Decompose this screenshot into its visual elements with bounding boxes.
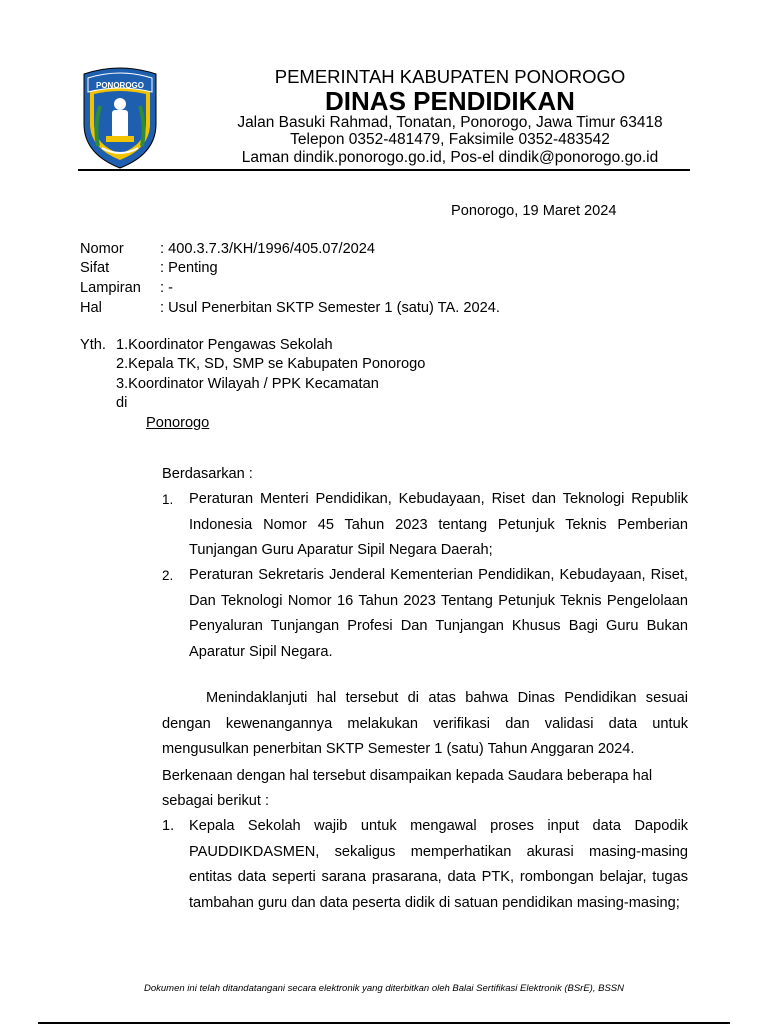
- basis-text: Peraturan Menteri Pendidikan, Kebudayaan, Riset dan Teknologi Republik Indonesia Nomor 45 Tahun 2023 tentang Petunjuk Teknis Pemberian Tunjangan Guru Aparatur Sipil Negara Daerah;: [189, 491, 688, 558]
- letterhead-government: PEMERINTAH KABUPATEN PONOROGO: [274, 66, 626, 87]
- letterhead-address: Jalan Basuki Rahmad, Tonatan, Ponorogo, Jawa Timur 63418: [237, 114, 663, 131]
- meta-label-nomor: Nomor: [80, 241, 124, 257]
- ponorogo-logo: [78, 66, 162, 170]
- letterhead-phone: Telepon 0352-481479, Faksimile 0352-483542: [290, 131, 610, 148]
- meta-value-lampiran: : -: [160, 280, 173, 296]
- body-line: sebagai berikut :: [162, 793, 270, 809]
- point-text: Kepala Sekolah wajib untuk mengawal proses input data Dapodik PAUDDIKDASMEN, sekaligus memperhatikan akurasi masing-masing entitas data seperti sarana prasarana, data PTK, rombongan belajar, tugas tambahan guru dan data peserta didik di satuan pendidikan masing-masing;: [189, 818, 688, 911]
- basis-number: 1.: [162, 492, 174, 507]
- recipient-place: Ponorogo: [146, 415, 210, 431]
- letter-date: Ponorogo, 19 Maret 2024: [451, 203, 617, 219]
- meta-label-hal: Hal: [80, 300, 102, 316]
- point-number: 1.: [162, 818, 175, 834]
- body-paragraph: Menindaklanjuti hal tersebut di atas bahwa Dinas Pendidikan sesuai dengan kewenangannya melakukan verifikasi dan validasi data untuk mengusulkan penerbitan SKTP Semester 1 (satu) Tahun Anggaran 2024.: [162, 690, 688, 757]
- letterhead-web: Laman dindik.ponorogo.go.id, Pos-el dindik@ponorogo.go.id: [241, 149, 659, 166]
- logo-text: PONOROGO: [95, 81, 145, 90]
- meta-label-lampiran: Lampiran: [80, 280, 141, 296]
- recipient-item: 2.Kepala TK, SD, SMP se Kabupaten Ponorogo: [116, 356, 426, 372]
- recipient-at: di: [116, 395, 128, 411]
- basis-text: Peraturan Sekretaris Jenderal Kementerian Pendidikan, Kebudayaan, Riset, Dan Teknologi Nomor 16 Tahun 2023 Tentang Petunjuk Teknis Pengelolaan Penyaluran Tunjangan Profesi Dan Tunjangan Khusus Bagi Guru Bukan Aparatur Sipil Negara.: [189, 567, 688, 660]
- meta-value-hal: : Usul Penerbitan SKTP Semester 1 (satu) TA. 2024.: [160, 300, 500, 316]
- recipient-item: 3.Koordinator Wilayah / PPK Kecamatan: [116, 376, 379, 392]
- basis-intro: Berdasarkan :: [162, 466, 253, 482]
- letterhead-divider: [78, 169, 690, 171]
- meta-value-sifat: : Penting: [160, 260, 218, 276]
- letterhead-agency: DINAS PENDIDIKAN: [325, 86, 575, 116]
- recipient-item: 1.Koordinator Pengawas Sekolah: [116, 337, 333, 353]
- meta-value-nomor: : 400.3.7.3/KH/1996/405.07/2024: [160, 241, 376, 257]
- footer-note: Dokumen ini telah ditandatangani secara elektronik yang diterbitkan oleh Balai Sertifikasi Elektronik (BSrE), BSSN: [144, 983, 624, 994]
- basis-number: 2.: [162, 568, 174, 583]
- recipient-prefix: Yth.: [80, 337, 106, 353]
- meta-label-sifat: Sifat: [80, 260, 110, 276]
- body-line: Berkenaan dengan hal tersebut disampaikan kepada Saudara beberapa hal: [162, 768, 653, 784]
